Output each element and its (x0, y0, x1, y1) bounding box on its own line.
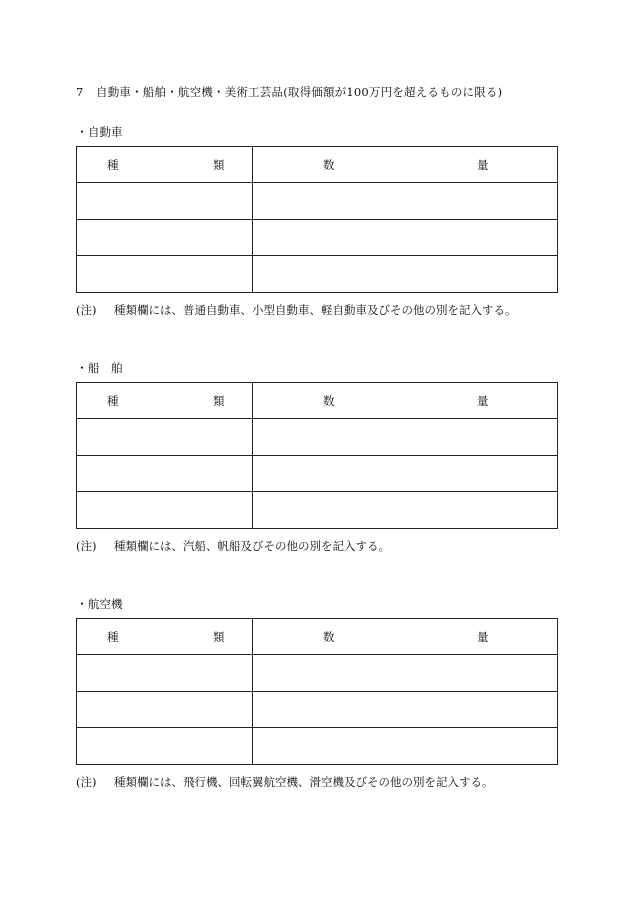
ship-table (76, 382, 558, 529)
automobile-note (76, 302, 517, 318)
quantity-header-char2: 量 (477, 157, 489, 172)
subsection-title-aircraft (76, 596, 123, 612)
automobile-table (76, 146, 558, 293)
section-title: 自動車・船舶・航空機・美術工芸品(取得価額が100万円を超えるものに限る) (96, 85, 503, 99)
quantity-header-char1: 数 (323, 629, 335, 644)
subsection-label: 自動車 (88, 125, 123, 139)
subsection-title-automobile (76, 124, 123, 140)
type-cell[interactable] (77, 419, 253, 455)
table-header-row (77, 619, 558, 655)
quantity-cell[interactable] (253, 691, 558, 727)
table-row (77, 419, 558, 455)
table-row (77, 655, 558, 691)
type-cell[interactable] (77, 455, 253, 491)
subsection-label: 船 舶 (88, 361, 123, 375)
ship-note (76, 538, 390, 554)
quantity-cell[interactable] (253, 492, 558, 528)
quantity-cell[interactable] (253, 183, 558, 219)
bullet: ・ (76, 125, 88, 139)
type-header (77, 619, 253, 655)
type-header-char1: 種 (107, 157, 119, 172)
quantity-cell[interactable] (253, 419, 558, 455)
note-text: 種類欄には、普通自動車、小型自動車、軽自動車及びその他の別を記入する。 (114, 303, 517, 317)
type-cell[interactable] (77, 655, 253, 691)
quantity-header-char1: 数 (323, 393, 335, 408)
type-header (77, 383, 253, 419)
table-row (77, 183, 558, 219)
table-row (77, 256, 558, 292)
quantity-header-char2: 量 (477, 393, 489, 408)
note-tag: (注) (76, 775, 97, 789)
quantity-cell[interactable] (253, 655, 558, 691)
section-number: 7 (76, 85, 84, 99)
quantity-cell[interactable] (253, 256, 558, 292)
type-cell[interactable] (77, 691, 253, 727)
aircraft-note (76, 774, 494, 790)
table-row (77, 691, 558, 727)
quantity-cell[interactable] (253, 728, 558, 764)
type-cell[interactable] (77, 728, 253, 764)
bullet: ・ (76, 361, 88, 375)
type-header-char1: 種 (107, 393, 119, 408)
section-heading (76, 84, 502, 100)
table-row (77, 455, 558, 491)
bullet: ・ (76, 597, 88, 611)
type-cell[interactable] (77, 492, 253, 528)
subsection-title-ship (76, 360, 123, 376)
table-row (77, 728, 558, 764)
table-row (77, 219, 558, 255)
type-cell[interactable] (77, 183, 253, 219)
quantity-cell[interactable] (253, 455, 558, 491)
quantity-header-char1: 数 (323, 157, 335, 172)
table-header-row (77, 383, 558, 419)
quantity-header (253, 619, 558, 655)
quantity-header-char2: 量 (477, 629, 489, 644)
note-tag: (注) (76, 539, 97, 553)
subsection-label: 航空機 (88, 597, 123, 611)
table-header-row (77, 147, 558, 183)
quantity-cell[interactable] (253, 219, 558, 255)
type-header-char2: 類 (213, 157, 225, 172)
quantity-header (253, 383, 558, 419)
type-cell[interactable] (77, 219, 253, 255)
aircraft-table (76, 618, 558, 765)
type-header-char1: 種 (107, 629, 119, 644)
type-header-char2: 類 (213, 629, 225, 644)
note-text: 種類欄には、飛行機、回転翼航空機、滑空機及びその他の別を記入する。 (114, 775, 494, 789)
table-row (77, 492, 558, 528)
type-header-char2: 類 (213, 393, 225, 408)
quantity-header (253, 147, 558, 183)
type-cell[interactable] (77, 256, 253, 292)
note-tag: (注) (76, 303, 97, 317)
note-text: 種類欄には、汽船、帆船及びその他の別を記入する。 (114, 539, 390, 553)
type-header (77, 147, 253, 183)
